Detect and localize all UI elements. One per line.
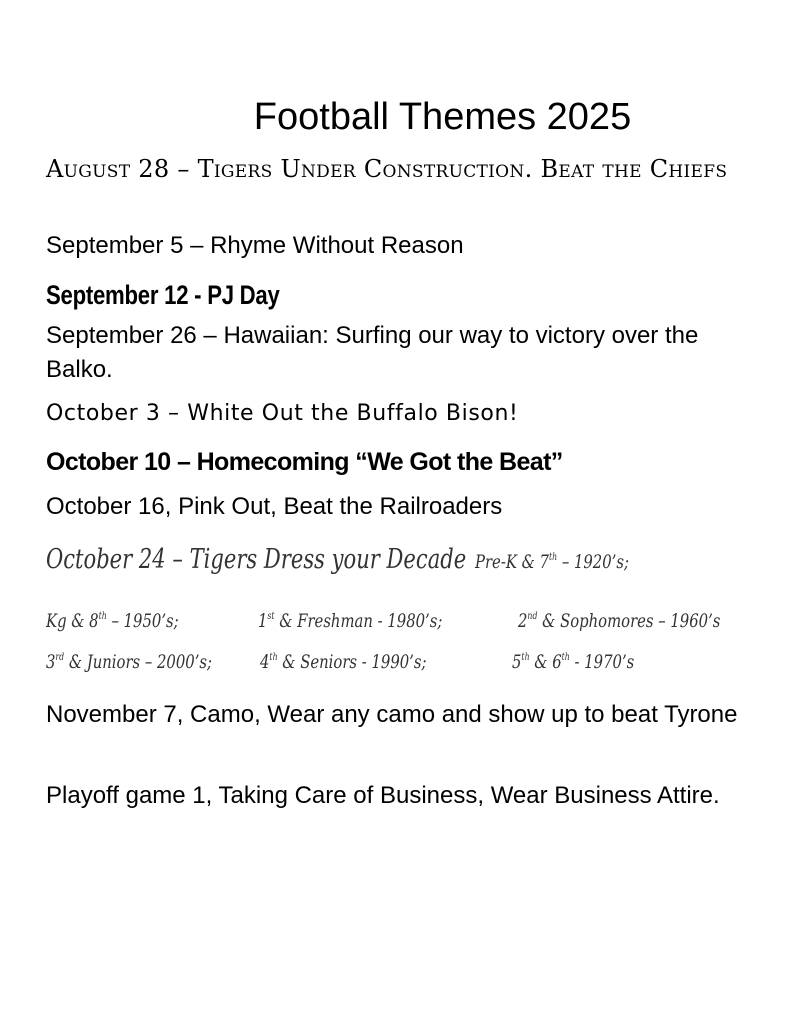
theme-sep-12: September 12 - PJ Day [46,280,280,310]
theme-oct-24: October 24 – Tigers Dress your Decade [46,544,467,575]
theme-oct-3: October 3 – White Out the Buffalo Bison! [46,401,519,426]
theme-sep-26: September 26 – Hawaiian: Surfing our way to victory over the Balko. [46,322,699,383]
theme-oct-10: October 10 – Homecoming “We Got the Beat” [46,448,563,476]
theme-aug-28: August 28 – Tigers Under Construction. Beat the Chiefs [46,155,728,183]
decade-1-freshman: 1st & Freshman - 1980’s; [258,610,443,632]
decade-5-6: 5th & 6th - 1970’s [512,651,635,673]
decade-2-sophomores: 2nd & Sophomores – 1960’s [518,610,721,632]
theme-nov-7: November 7, Camo, Wear any camo and show up to beat Tyrone [46,701,738,728]
page-title: Football Themes 2025 [253,96,632,138]
theme-oct-16: October 16, Pink Out, Beat the Railroaders [46,493,503,520]
decade-kg-8: Kg & 8th – 1950’s; [46,610,179,632]
theme-playoff-1: Playoff game 1, Taking Care of Business, Wear Business Attire. [46,782,720,809]
decade-prek-7: Pre-K & 7th – 1920’s; [475,551,629,573]
decade-4-seniors: 4th & Seniors - 1990’s; [260,651,427,673]
theme-sep-5: September 5 – Rhyme Without Reason [46,232,464,259]
decade-3-juniors: 3rd & Juniors – 2000’s; [46,651,213,673]
